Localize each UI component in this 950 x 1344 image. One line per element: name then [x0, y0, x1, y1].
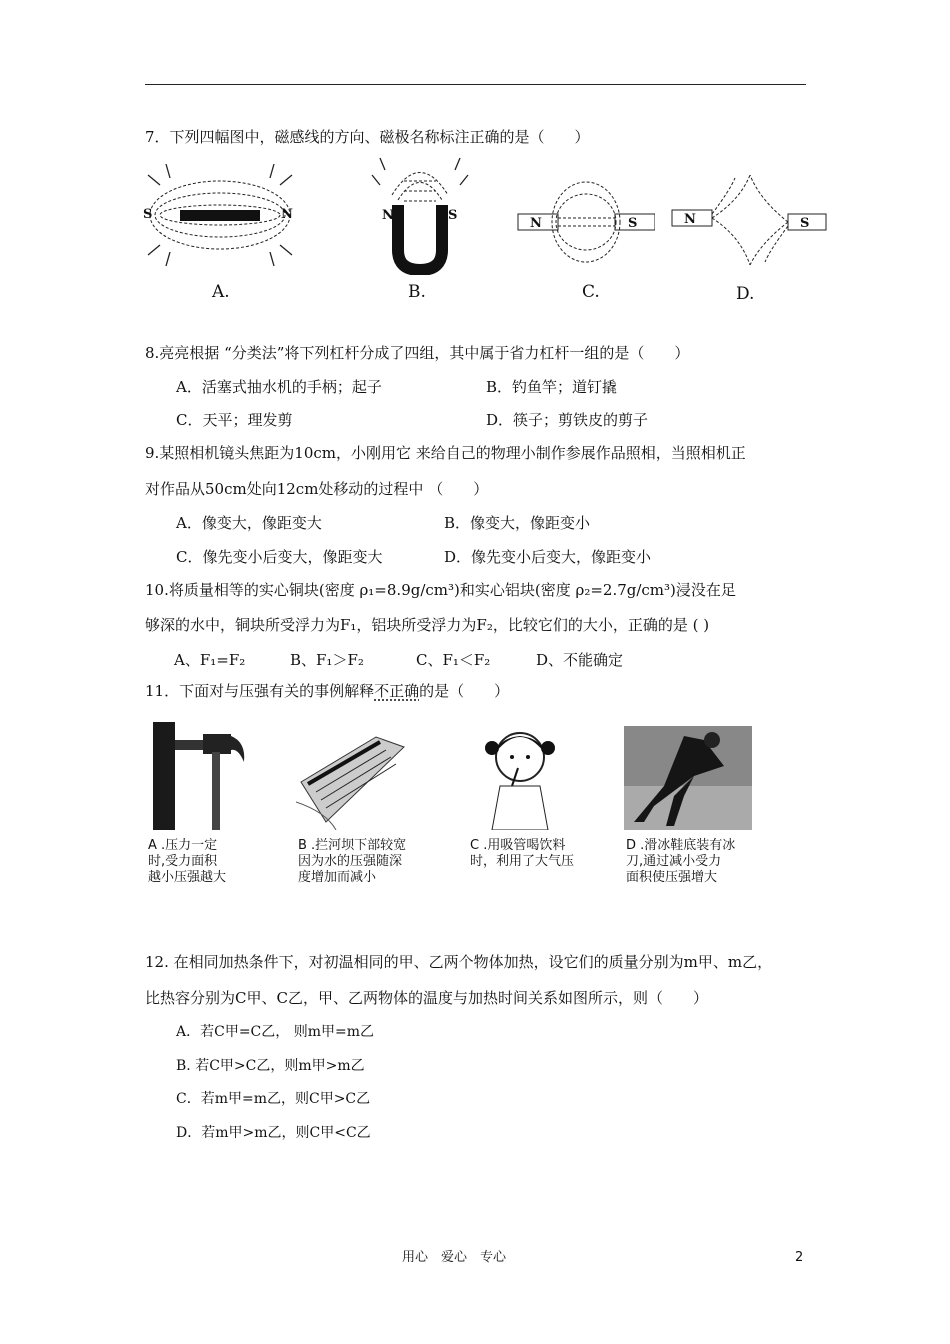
q11-stem-emphasis: 不正确 — [374, 682, 420, 700]
pole-label: S — [628, 216, 638, 231]
pole-label: S — [143, 207, 153, 222]
pole-label: N — [684, 212, 696, 227]
skater-image — [624, 726, 752, 830]
q10-option-b: B、F₁＞F₂ — [290, 651, 364, 669]
q12-stem-line1: 12. 在相同加热条件下，对初温相同的甲、乙两个物体加热，设它们的质量分别为m甲、m乙， — [145, 953, 773, 971]
girl-drinking-image — [470, 722, 570, 830]
q11-caption-b: B .拦河坝下部较宽 因为水的压强随深 度增加而减小 — [298, 838, 407, 885]
q12-option-b: B. 若C甲>C乙，则m甲>m乙 — [176, 1058, 365, 1074]
figure-label-b: B. — [408, 282, 426, 302]
q8-stem: 8.亮亮根据 “分类法”将下列杠杆分成了四组，其中属于省力杠杆一组的是（ ） — [145, 344, 690, 362]
q11-stem-pre: 11．下面对与压强有关的事例解释 — [145, 682, 375, 700]
q9-option-d: D．像先变小后变大，像距变小 — [444, 548, 652, 566]
dam-image — [296, 722, 408, 830]
header-rule — [145, 84, 806, 85]
q12-stem-line2: 比热容分别为C甲、C乙，甲、乙两物体的温度与加热时间关系如图所示，则（ ） — [145, 989, 708, 1007]
q11-caption-d: D .滑冰鞋底装有冰 刀,通过减小受力 面积使压强增大 — [626, 838, 736, 885]
pole-label: S — [800, 216, 810, 231]
q11-stem — [145, 684, 509, 699]
q8-option-d: D．筷子；剪铁皮的剪子 — [486, 411, 649, 429]
q9-option-b: B．像变大，像距变小 — [444, 514, 591, 532]
q12-option-d: D．若m甲>m乙，则C甲<C乙 — [176, 1125, 371, 1141]
hammer-image — [148, 722, 248, 830]
q7-stem: 7．下列四幅图中，磁感线的方向、磁极名称标注正确的是（ ） — [145, 128, 590, 146]
pole-label: N — [530, 216, 542, 231]
q12-option-a: A．若C甲=C乙， 则m甲=m乙 — [176, 1024, 374, 1040]
q10-option-d: D、不能确定 — [536, 651, 624, 669]
page-number: 2 — [795, 1250, 804, 1265]
q9-option-a: A．像变大，像距变大 — [176, 514, 322, 532]
q9-stem-line1: 9.某照相机镜头焦距为10cm，小刚用它 来给自己的物理小制作参展作品照相，当照相机正 — [145, 444, 746, 462]
q11-caption-c: C .用吸管喝饮料 时，利用了大气压 — [470, 838, 575, 869]
q10-option-c: C、F₁＜F₂ — [416, 651, 491, 669]
q10-option-a: A、F₁=F₂ — [174, 651, 246, 669]
q8-option-a: A．活塞式抽水机的手柄；起子 — [176, 378, 382, 396]
q10-stem-line1: 10.将质量相等的实心铜块(密度 ρ₁=8.9g/cm³)和实心铝块(密度 ρ₂=2.7g/cm³)浸没在足 — [145, 581, 736, 599]
figure-label-d: D. — [736, 284, 755, 304]
q9-option-c: C．像先变小后变大，像距变大 — [176, 548, 383, 566]
q10-stem-line2: 够深的水中，铜块所受浮力为F₁，铝块所受浮力为F₂，比较它们的大小，正确的是 ( ) — [145, 616, 710, 634]
pole-label: N — [281, 207, 293, 222]
q11-caption-a: A .压力一定 时,受力面积 越小压强越大 — [148, 838, 227, 885]
pole-label: S — [448, 208, 458, 223]
q8-option-b: B．钓鱼竿；道钉撬 — [486, 378, 618, 396]
figure-label-a: A. — [212, 282, 230, 302]
q11-stem-post: 的是（ ） — [419, 682, 510, 700]
q8-option-c: C．天平；理发剪 — [176, 411, 293, 429]
bar-magnet-figure — [140, 160, 300, 270]
q12-option-c: C．若m甲=m乙，则C甲>C乙 — [176, 1091, 371, 1107]
q9-stem-line2: 对作品从50cm处向12cm处移动的过程中 （ ） — [145, 480, 489, 498]
pole-label: N — [382, 208, 394, 223]
figure-label-c: C. — [582, 282, 600, 302]
footer-motto: 用心 爱心 专心 — [402, 1250, 507, 1265]
